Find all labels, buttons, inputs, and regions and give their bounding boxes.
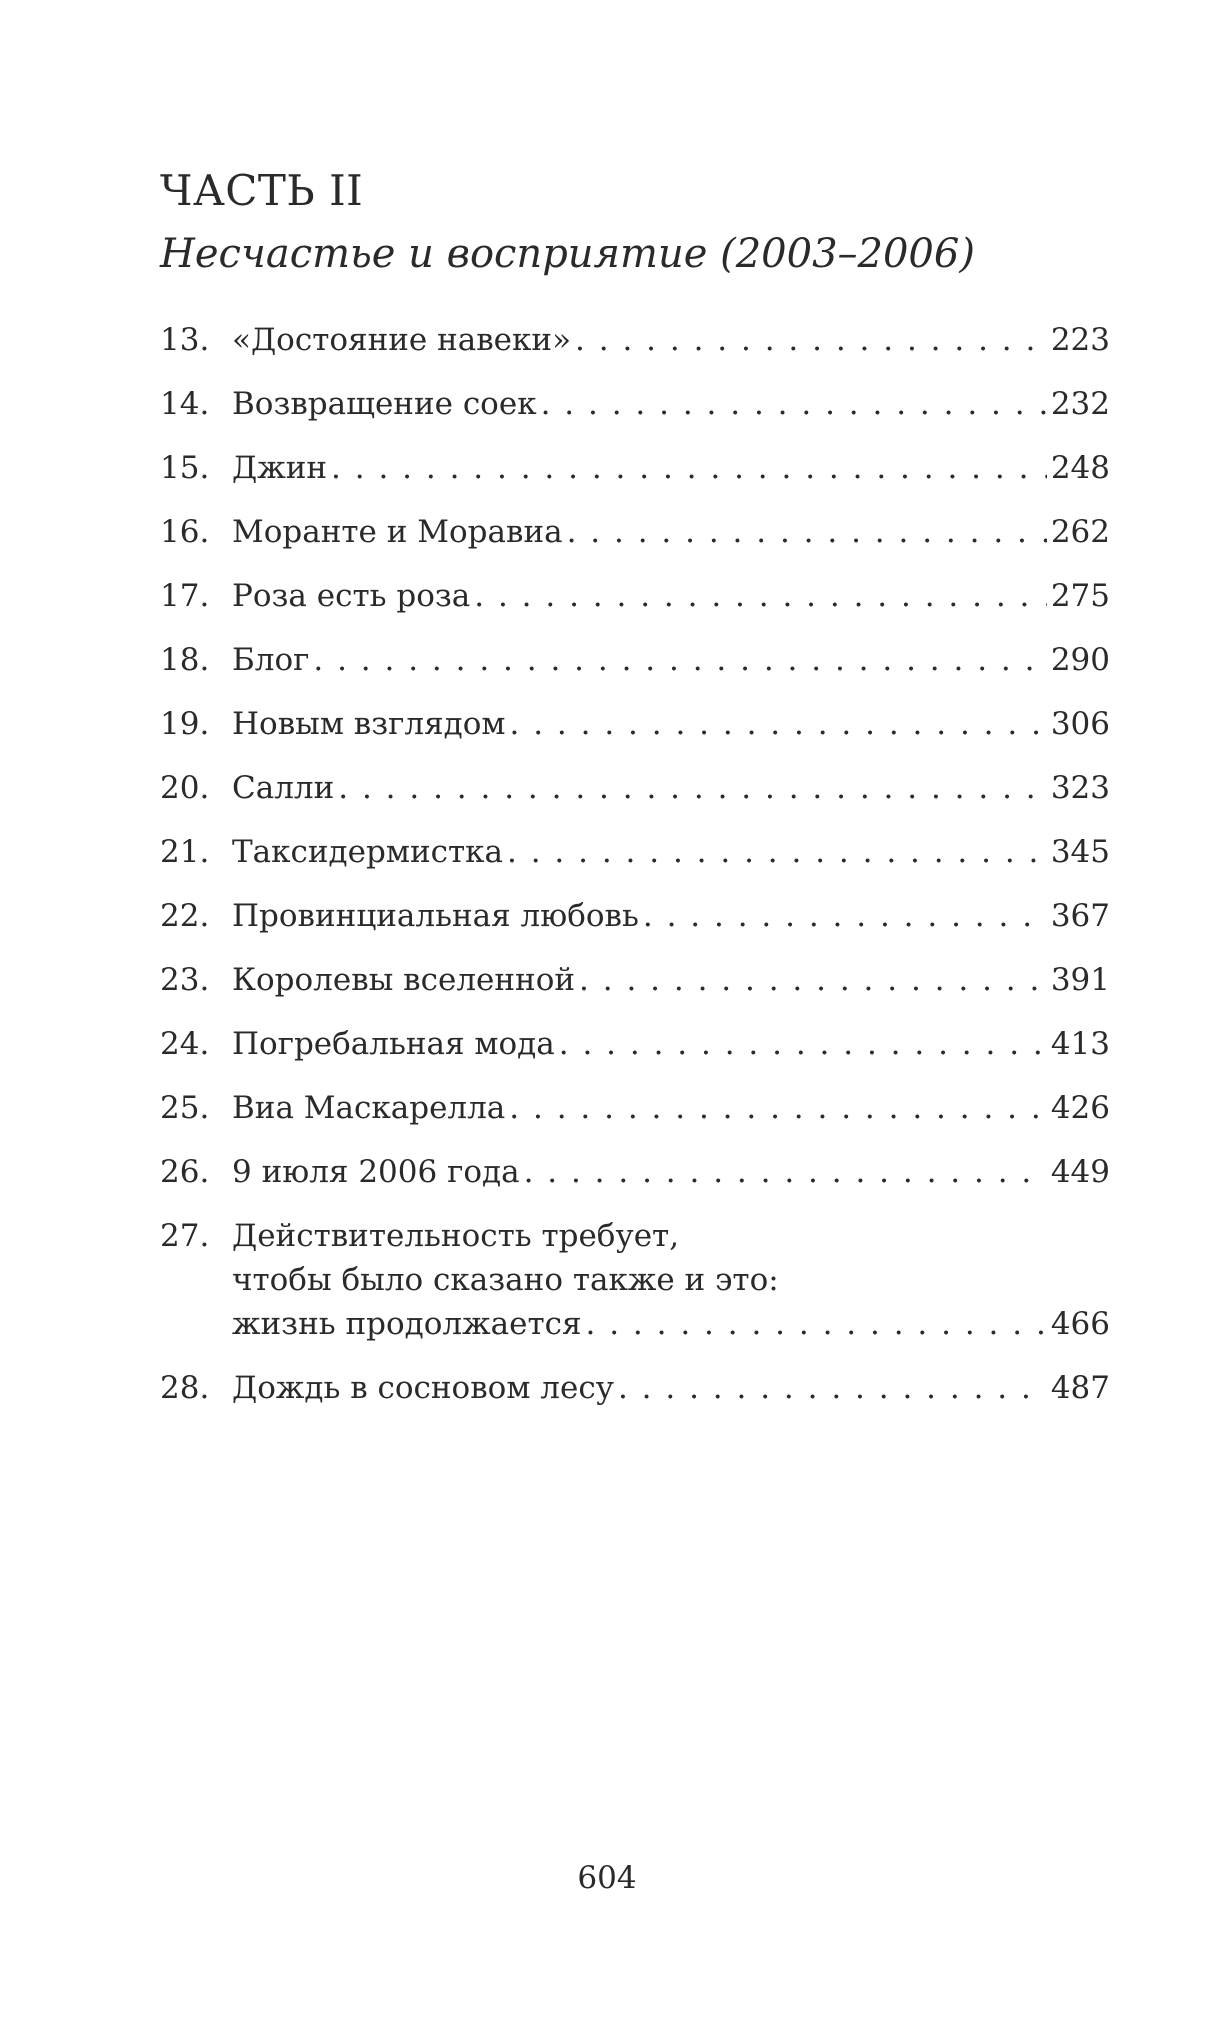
chapter-page: 413 (1050, 1026, 1110, 1062)
chapter-title-line-2: чтобы было сказано также и это: (232, 1262, 779, 1298)
toc-entry-15 (160, 446, 1110, 490)
chapter-page: 487 (1050, 1370, 1110, 1406)
part-subtitle: Несчастье и восприятие (2003–2006) (160, 231, 975, 277)
chapter-number: 25. (160, 1090, 210, 1126)
chapter-number: 26. (160, 1154, 210, 1190)
chapter-title: жизнь продолжается (232, 1306, 582, 1342)
chapter-page: 466 (1050, 1306, 1110, 1342)
chapter-title: Блог (232, 642, 310, 678)
toc-entry-18 (160, 638, 1110, 682)
toc-entry-25 (160, 1086, 1110, 1130)
page-number: 604 (577, 1860, 637, 1896)
table-of-contents (160, 318, 1110, 1430)
chapter-title: Дождь в сосновом лесу (232, 1370, 614, 1406)
chapter-title: Салли (232, 770, 335, 806)
chapter-title: «Достояние навеки» (232, 322, 572, 358)
toc-entry-27 (160, 1214, 1110, 1346)
chapter-page: 275 (1050, 578, 1110, 614)
dot-leader (507, 830, 1047, 874)
part-heading: ЧАСТЬ II (160, 166, 364, 215)
chapter-page: 323 (1050, 770, 1110, 806)
dot-leader (338, 766, 1047, 810)
chapter-page: 248 (1050, 450, 1110, 486)
chapter-number: 14. (160, 386, 210, 422)
chapter-number: 19. (160, 706, 210, 742)
chapter-title: Моранте и Моравиа (232, 514, 563, 550)
chapter-number: 15. (160, 450, 210, 486)
toc-entry-16 (160, 510, 1110, 554)
chapter-title: Виа Маскарелла (232, 1090, 506, 1126)
toc-entry-20 (160, 766, 1110, 810)
chapter-page: 290 (1050, 642, 1110, 678)
toc-entry-13 (160, 318, 1110, 362)
dot-leader (559, 1022, 1047, 1066)
toc-entry-19 (160, 702, 1110, 746)
chapter-number: 23. (160, 962, 210, 998)
chapter-number: 27. (160, 1218, 210, 1254)
dot-leader (510, 702, 1047, 746)
chapter-number: 16. (160, 514, 210, 550)
chapter-title-line-1: Действительность требует, (232, 1218, 680, 1254)
toc-entry-21 (160, 830, 1110, 874)
dot-leader (643, 894, 1047, 938)
toc-entry-22 (160, 894, 1110, 938)
chapter-number: 28. (160, 1370, 210, 1406)
chapter-page: 449 (1050, 1154, 1110, 1190)
dot-leader (524, 1150, 1047, 1194)
dot-leader (618, 1366, 1047, 1410)
toc-entry-24 (160, 1022, 1110, 1066)
dot-leader (509, 1086, 1047, 1130)
chapter-page: 223 (1050, 322, 1110, 358)
chapter-page: 426 (1050, 1090, 1110, 1126)
chapter-title: Королевы вселенной (232, 962, 576, 998)
chapter-page: 262 (1050, 514, 1110, 550)
toc-entry-17 (160, 574, 1110, 618)
chapter-title: Новым взглядом (232, 706, 506, 742)
dot-leader (313, 638, 1046, 682)
chapter-page: 345 (1050, 834, 1110, 870)
dot-leader (541, 382, 1047, 426)
chapter-title: Джин (232, 450, 328, 486)
toc-entry-28 (160, 1366, 1110, 1410)
dot-leader (579, 958, 1047, 1002)
dot-leader (474, 574, 1047, 618)
toc-entry-26 (160, 1150, 1110, 1194)
chapter-number: 22. (160, 898, 210, 934)
dot-leader (331, 446, 1047, 490)
dot-leader (567, 510, 1047, 554)
toc-entry-14 (160, 382, 1110, 426)
chapter-number: 13. (160, 322, 210, 358)
chapter-title: 9 июля 2006 года (232, 1154, 520, 1190)
chapter-page: 367 (1050, 898, 1110, 934)
toc-entry-23 (160, 958, 1110, 1002)
chapter-number: 21. (160, 834, 210, 870)
chapter-number: 20. (160, 770, 210, 806)
chapter-number: 18. (160, 642, 210, 678)
chapter-number: 24. (160, 1026, 210, 1062)
chapter-title: Возвращение соек (232, 386, 537, 422)
chapter-title: Роза есть роза (232, 578, 471, 614)
chapter-number: 17. (160, 578, 210, 614)
chapter-page: 232 (1050, 386, 1110, 422)
chapter-title: Погребальная мода (232, 1026, 555, 1062)
chapter-title: Таксидермистка (232, 834, 503, 870)
dot-leader (575, 318, 1047, 362)
dot-leader (586, 1302, 1047, 1346)
chapter-page: 391 (1050, 962, 1110, 998)
chapter-title: Провинциальная любовь (232, 898, 639, 934)
chapter-page: 306 (1050, 706, 1110, 742)
